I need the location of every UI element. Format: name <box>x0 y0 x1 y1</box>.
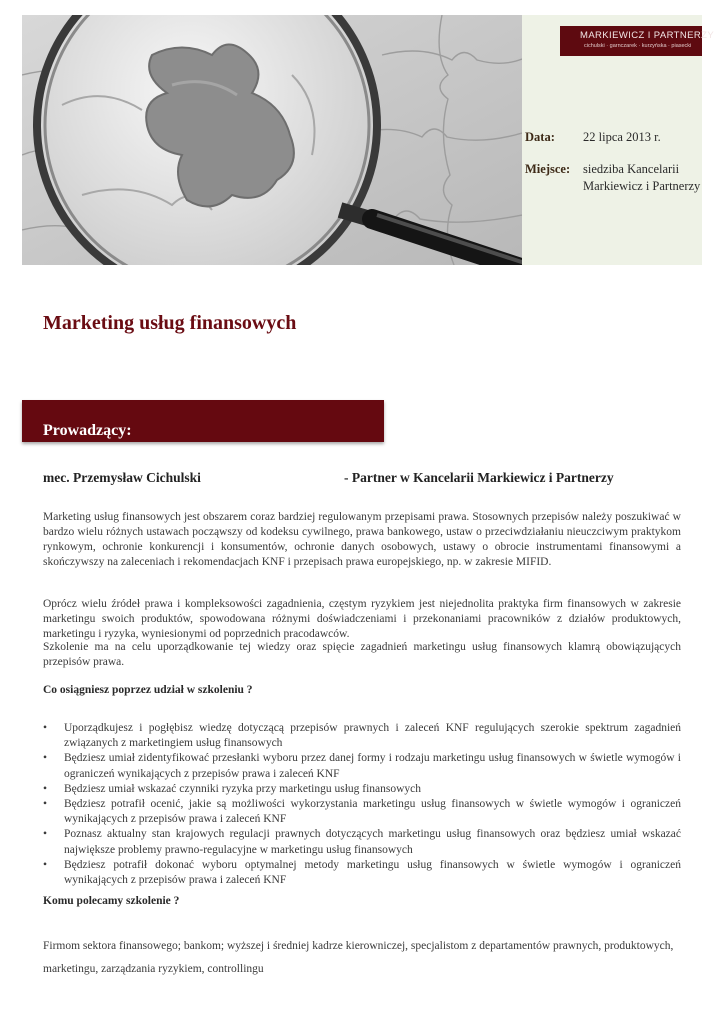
list-item-text: Będziesz potrafił dokonać wyboru optymalnej metody marketingu usług finansowych w świetle wymogów i ograniczeń wynikających z przepisów prawa i zaleceń KNF <box>64 858 681 887</box>
list-item-text: Będziesz umiał wskazać czynniki ryzyka przy marketingu usług finansowych <box>64 782 422 795</box>
place-label: Miejsce: <box>525 162 571 176</box>
list-item <box>43 797 681 827</box>
date-label: Data: <box>525 130 555 144</box>
list-item-text: Poznasz aktualny stan krajowych regulacji prawnych dotyczących marketingu usług finansowych oraz będziesz umiał wskazać największe problemy prawno-regulacyjne w marketingu usług finansowych <box>64 828 681 856</box>
place-line-1: siedziba Kancelarii <box>583 162 680 176</box>
list-item-text: Będziesz umiał zidentyfikować przesłanki wyboru przez danej formy i rodzaju marketingu usług finansowych w świetle wymogów i ograniczeń wynikających z przepisów prawa i zaleceń KNF <box>64 752 681 780</box>
list-item <box>43 827 681 857</box>
audience-heading: Komu polecamy szkolenie ? <box>43 895 180 907</box>
logo-name: MARKIEWICZ I PARTNERZY <box>580 30 715 41</box>
bullet-icon: • <box>43 782 48 795</box>
list-item <box>43 782 681 797</box>
bullet-icon: • <box>43 798 48 811</box>
logo-partners-subline: cichulski · garnczarek · kurzyńska · piasecki <box>584 43 692 49</box>
company-logo <box>560 26 715 56</box>
instructor-section-label: Prowadzący: <box>43 422 132 439</box>
instructor-name: mec. Przemysław Cichulski <box>43 470 201 485</box>
instructor-section-bar <box>22 400 384 442</box>
list-item <box>43 721 681 751</box>
intro-paragraph-3: Szkolenie ma na celu uporządkowanie tej wiedzy oraz spięcie zagadnień marketingu usług finansowych klamrą obowiązujących przepisów prawa. <box>43 641 681 669</box>
benefits-heading: Co osiągniesz poprzez udział w szkoleniu ? <box>43 684 253 696</box>
list-item <box>43 858 681 888</box>
date-value: 22 lipca 2013 r. <box>583 130 661 144</box>
list-item-text: Uporządkujesz i pogłębisz wiedzę dotyczącą przepisów prawnych i zaleceń KNF regulujących szerokie spektrum zagadnień związanych z marketingiem usług finansowych <box>64 722 681 750</box>
benefits-list <box>43 721 681 888</box>
list-item-text: Będziesz potrafił ocenić, jakie są możliwości wykorzystania marketingu usług finansowych w świetle wymogów i ograniczeń wynikających z przepisów prawa i zaleceń KNF <box>64 798 681 826</box>
place-line-2: Markiewicz i Partnerzy <box>583 179 701 193</box>
bullet-icon: • <box>43 858 48 871</box>
list-item <box>43 751 681 781</box>
bullet-icon: • <box>43 752 48 765</box>
page-title: Marketing usług finansowych <box>43 312 297 334</box>
intro-paragraph-1: Marketing usług finansowych jest obszarem coraz bardziej regulowanym przepisami prawa. Stosownych przepisów należy poszukiwać w bardzo wielu różnych ustawach począwszy od kodeksu cywilnego, prawa bankowego, ustaw o przeciwdziałaniu nieuczciwym praktykom rynkowym, ochronie konkurencji i konsumentów, ochronie danych osobowych, ustawy o obrocie instrumentami finansowymi a skończywszy na zaleceniach i rekomendacjach KNF i przepisach prawa europejskiego, np. w zakresie MIFID. <box>43 511 681 569</box>
bullet-icon: • <box>43 828 48 841</box>
bullet-icon: • <box>43 722 48 734</box>
instructor-role: - Partner w Kancelarii Markiewicz i Partnerzy <box>344 470 614 485</box>
puzzle-magnifying-glass-image <box>22 15 522 265</box>
audience-text: Firmom sektora finansowego; bankom; wyższej i średniej kadrze kierowniczej, specjalistom z departamentów prawnych, produktowych, marketingu, zarządzania ryzykiem, controllingu <box>43 940 674 975</box>
intro-paragraph-2: Oprócz wielu źródeł prawa i kompleksowości zagadnienia, częstym ryzykiem jest niejednolita praktyka firm finansowych w zakresie marketingu swoich produktów, spowodowana różnymi doświadczeniami i przekonaniami pracowników z działów produktowych, marketingu i ryzyka, wyniesionymi od poprzednich pracodawców. <box>43 598 681 641</box>
